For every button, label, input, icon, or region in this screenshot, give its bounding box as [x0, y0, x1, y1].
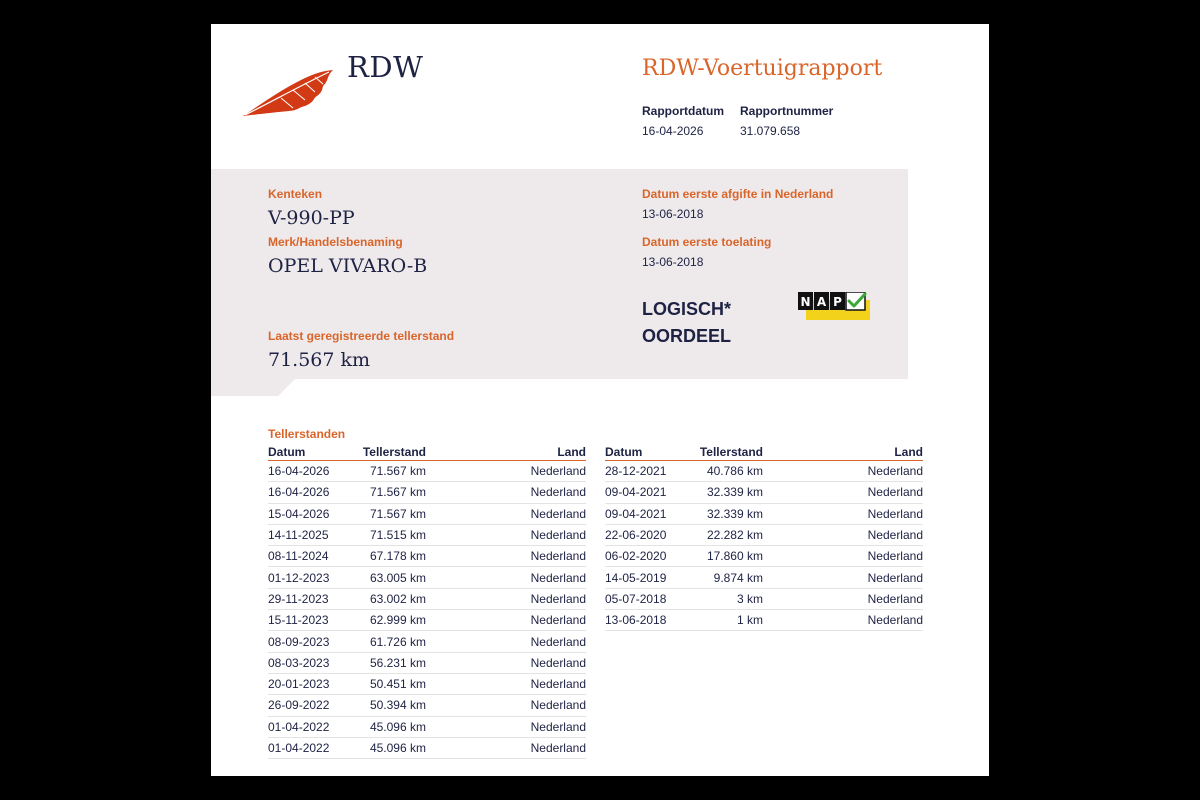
cell-land: Nederland	[763, 503, 923, 524]
cell-date: 08-11-2024	[268, 546, 348, 567]
table-row	[268, 631, 586, 652]
cell-km: 71.567 km	[348, 503, 426, 524]
table-header-row	[268, 444, 586, 461]
cell-km: 71.515 km	[348, 524, 426, 545]
cell-km: 22.282 km	[685, 524, 763, 545]
report-date-block	[642, 104, 724, 138]
first-nl-label: Datum eerste afgifte in Nederland	[642, 187, 834, 201]
table-row	[268, 524, 586, 545]
cell-land: Nederland	[426, 737, 586, 758]
report-date-value: 16-04-2026	[642, 124, 704, 138]
first-admission-field	[642, 235, 771, 269]
col-land-header: Land	[426, 444, 586, 461]
cell-land: Nederland	[763, 588, 923, 609]
rdw-feather-icon	[241, 68, 335, 118]
table-row	[268, 652, 586, 673]
table-row	[268, 588, 586, 609]
make-field	[268, 235, 427, 277]
cell-land: Nederland	[426, 716, 586, 737]
cell-km: 32.339 km	[685, 503, 763, 524]
cell-km: 63.005 km	[348, 567, 426, 588]
verdict-line-1: LOGISCH*	[642, 299, 732, 319]
cell-date: 06-02-2020	[605, 546, 685, 567]
cell-land: Nederland	[763, 482, 923, 503]
readings-table-left	[268, 444, 586, 759]
cell-land: Nederland	[426, 461, 586, 482]
table-row	[268, 716, 586, 737]
cell-km: 63.002 km	[348, 588, 426, 609]
cell-date: 14-11-2025	[268, 524, 348, 545]
report-number-block	[740, 104, 833, 138]
cell-land: Nederland	[426, 567, 586, 588]
cell-date: 13-06-2018	[605, 610, 685, 631]
cell-land: Nederland	[763, 546, 923, 567]
table-row	[268, 546, 586, 567]
verdict	[642, 296, 731, 350]
cell-date: 15-04-2026	[268, 503, 348, 524]
col-date-header: Datum	[268, 444, 348, 461]
cell-land: Nederland	[426, 610, 586, 631]
cell-km: 56.231 km	[348, 652, 426, 673]
cell-date: 29-11-2023	[268, 588, 348, 609]
cell-km: 17.860 km	[685, 546, 763, 567]
cell-land: Nederland	[426, 503, 586, 524]
col-land-header: Land	[763, 444, 923, 461]
cell-land: Nederland	[426, 482, 586, 503]
first-nl-field	[642, 187, 833, 221]
nap-letter-n: N	[800, 295, 811, 309]
plate-value: V-990-PP	[268, 207, 355, 229]
report-number-label: Rapportnummer	[740, 104, 834, 118]
nap-letter-p: P	[833, 295, 842, 309]
verdict-line-2: OORDEEL	[642, 326, 732, 346]
cell-date: 09-04-2021	[605, 503, 685, 524]
odometer-value: 71.567 km	[268, 349, 371, 371]
table-row	[605, 461, 923, 482]
cell-km: 45.096 km	[348, 737, 426, 758]
cell-km: 71.567 km	[348, 482, 426, 503]
odometer-field	[268, 329, 454, 371]
table-header-row	[605, 444, 923, 461]
plate-label: Kenteken	[268, 187, 323, 201]
table-row	[268, 673, 586, 694]
odometer-label: Laatst geregistreerde tellerstand	[268, 329, 455, 343]
table-row	[268, 737, 586, 758]
col-date-header: Datum	[605, 444, 685, 461]
table-row	[268, 610, 586, 631]
cell-km: 45.096 km	[348, 716, 426, 737]
readings-table-right	[605, 444, 923, 631]
cell-km: 71.567 km	[348, 461, 426, 482]
cell-land: Nederland	[426, 652, 586, 673]
cell-km: 61.726 km	[348, 631, 426, 652]
cell-date: 01-12-2023	[268, 567, 348, 588]
table-row	[605, 610, 923, 631]
cell-date: 26-09-2022	[268, 695, 348, 716]
readings-title: Tellerstanden	[268, 427, 346, 441]
cell-date: 22-06-2020	[605, 524, 685, 545]
table-row	[268, 482, 586, 503]
cell-date: 08-03-2023	[268, 652, 348, 673]
table-row	[605, 503, 923, 524]
table-row	[605, 524, 923, 545]
table-row	[605, 546, 923, 567]
table-row	[268, 503, 586, 524]
cell-km: 67.178 km	[348, 546, 426, 567]
cell-land: Nederland	[426, 524, 586, 545]
nap-letter-a: A	[816, 295, 827, 309]
table-row	[605, 588, 923, 609]
table-row	[605, 482, 923, 503]
cell-land: Nederland	[763, 461, 923, 482]
cell-km: 3 km	[685, 588, 763, 609]
cell-date: 01-04-2022	[268, 737, 348, 758]
cell-km: 62.999 km	[348, 610, 426, 631]
cell-land: Nederland	[426, 673, 586, 694]
cell-land: Nederland	[763, 610, 923, 631]
nap-logo-icon	[798, 292, 871, 322]
make-label: Merk/Handelsbenaming	[268, 235, 403, 249]
make-value: OPEL VIVARO-B	[268, 255, 428, 277]
report-number-value: 31.079.658	[740, 124, 801, 138]
cell-km: 50.451 km	[348, 673, 426, 694]
report-title: RDW-Voertuigrapport	[642, 56, 883, 81]
cell-date: 28-12-2021	[605, 461, 685, 482]
cell-date: 08-09-2023	[268, 631, 348, 652]
cell-date: 16-04-2026	[268, 461, 348, 482]
cell-km: 32.339 km	[685, 482, 763, 503]
cell-date: 01-04-2022	[268, 716, 348, 737]
col-km-header: Tellerstand	[348, 444, 426, 461]
cell-land: Nederland	[763, 567, 923, 588]
cell-land: Nederland	[426, 588, 586, 609]
cell-date: 09-04-2021	[605, 482, 685, 503]
cell-km: 50.394 km	[348, 695, 426, 716]
report-page	[211, 24, 989, 776]
report-date-label: Rapportdatum	[642, 104, 724, 118]
cell-date: 16-04-2026	[268, 482, 348, 503]
cell-date: 20-01-2023	[268, 673, 348, 694]
panel-tab-decoration	[211, 379, 295, 396]
plate-field	[268, 187, 355, 229]
cell-km: 1 km	[685, 610, 763, 631]
cell-date: 14-05-2019	[605, 567, 685, 588]
col-km-header: Tellerstand	[685, 444, 763, 461]
first-nl-value: 13-06-2018	[642, 207, 704, 221]
rdw-logo-text: RDW	[347, 50, 424, 84]
table-row	[268, 567, 586, 588]
first-admission-value: 13-06-2018	[642, 255, 704, 269]
cell-date: 15-11-2023	[268, 610, 348, 631]
cell-land: Nederland	[426, 695, 586, 716]
table-row	[605, 567, 923, 588]
table-row	[268, 695, 586, 716]
cell-land: Nederland	[763, 524, 923, 545]
cell-land: Nederland	[426, 631, 586, 652]
cell-land: Nederland	[426, 546, 586, 567]
table-row	[268, 461, 586, 482]
cell-km: 40.786 km	[685, 461, 763, 482]
cell-km: 9.874 km	[685, 567, 763, 588]
first-admission-label: Datum eerste toelating	[642, 235, 772, 249]
cell-date: 05-07-2018	[605, 588, 685, 609]
